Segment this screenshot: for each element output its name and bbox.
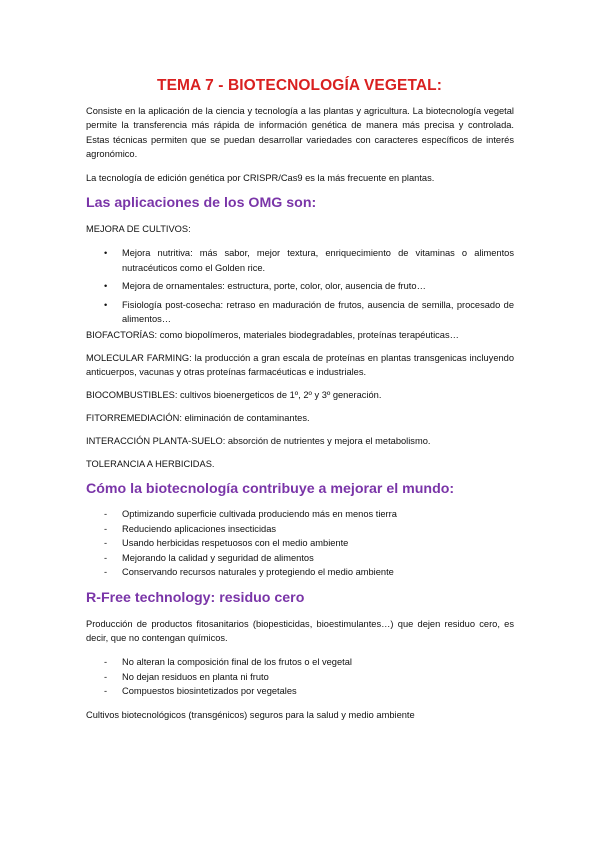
list-item-text: Mejora nutritiva: más sabor, mejor textura, enriquecimiento de vitaminas o alimentos nutracéuticos como el Golden rice. xyxy=(122,248,514,273)
intro-paragraph: Consiste en la aplicación de la ciencia y tecnología a las plantas y agricultura. La biotecnología vegetal permite la transferencia más rápida de información genética de manera más precisa y controlada. Estas técnicas permiten que se puedan desarrollar variedades con caracteres específicos de interés agronómico. xyxy=(86,106,514,160)
closing-paragraph: Cultivos biotecnológicos (transgénicos) seguros para la salud y medio ambiente xyxy=(86,710,415,720)
biocombustibles-paragraph: BIOCOMBUSTIBLES: cultivos bioenergeticos de 1º, 2º y 3º generación. xyxy=(86,390,382,400)
list-item-text: Optimizando superficie cultivada produciendo más en menos tierra xyxy=(122,509,397,519)
list-item-text: Mejorando la calidad y seguridad de alimentos xyxy=(122,552,314,563)
dash-marker: - xyxy=(104,567,108,578)
crispr-paragraph: La tecnología de edición genética por CRISPR/Cas9 es la más frecuente en plantas. xyxy=(86,173,435,183)
list-item xyxy=(86,246,514,275)
bullet-marker: • xyxy=(104,299,108,310)
list-item-text: No alteran la composición final de los frutos o el vegetal xyxy=(122,657,352,667)
mejora-list xyxy=(86,246,514,327)
list-item xyxy=(86,565,514,580)
list-item-text: Conservando recursos naturales y protegiendo el medio ambiente xyxy=(122,567,394,578)
list-item xyxy=(86,522,514,537)
bullet-marker: • xyxy=(104,248,108,258)
list-item-text: Reduciendo aplicaciones insecticidas xyxy=(122,523,277,534)
molecular-farming-paragraph: MOLECULAR FARMING: la producción a gran escala de proteínas en plantas transgenicas incluyendo anticuerpos, vacunas y otras proteínas farmacéuticas e industriales. xyxy=(86,353,514,378)
rfree-heading: R-Free technology: residuo cero xyxy=(86,590,305,606)
fitorremediacion-paragraph: FITORREMEDIACIÓN: eliminación de contaminantes. xyxy=(86,413,310,423)
dash-marker: - xyxy=(104,686,108,697)
rfree-paragraph: Producción de productos fitosanitarios (biopesticidas, bioestimulantes…) que dejen residuo cero, es decir, que no contengan químicos. xyxy=(86,619,514,644)
dash-marker: - xyxy=(104,538,108,549)
mundo-heading: Cómo la biotecnología contribuye a mejorar el mundo: xyxy=(86,481,455,497)
list-item-text: Fisiología post-cosecha: retraso en maduración de frutos, ausencia de semilla, procesado de alimentos… xyxy=(122,299,514,325)
mejora-label: MEJORA DE CULTIVOS: xyxy=(86,224,191,234)
list-item xyxy=(86,507,514,522)
list-item xyxy=(86,684,514,699)
list-item xyxy=(86,670,514,685)
mundo-list xyxy=(86,507,514,580)
dash-marker: - xyxy=(104,509,108,519)
list-item-text: Mejora de ornamentales: estructura, porte, color, olor, ausencia de fruto… xyxy=(122,281,426,292)
dash-marker: - xyxy=(104,657,108,667)
list-item xyxy=(86,298,514,327)
rfree-list xyxy=(86,655,514,699)
list-item-text: Compuestos biosintetizados por vegetales xyxy=(122,686,297,697)
list-item xyxy=(86,655,514,670)
page-title: TEMA 7 - BIOTECNOLOGÍA VEGETAL: xyxy=(157,77,442,94)
dash-marker: - xyxy=(104,671,108,682)
list-item-text: Usando herbicidas respetuosos con el medio ambiente xyxy=(122,538,349,549)
bullet-marker: • xyxy=(104,281,108,292)
omg-heading: Las aplicaciones de los OMG son: xyxy=(86,195,317,211)
list-item xyxy=(86,536,514,551)
tolerancia-paragraph: TOLERANCIA A HERBICIDAS. xyxy=(86,459,215,469)
interaccion-paragraph: INTERACCIÓN PLANTA-SUELO: absorción de nutrientes y mejora el metabolismo. xyxy=(86,436,431,446)
dash-marker: - xyxy=(104,552,108,563)
list-item-text: No dejan residuos en planta ni fruto xyxy=(122,671,269,682)
dash-marker: - xyxy=(104,523,108,534)
list-item xyxy=(86,279,514,294)
list-item xyxy=(86,551,514,566)
biofactorias-paragraph: BIOFACTORÍAS: como biopolímeros, materiales biodegradables, proteínas terapéuticas… xyxy=(86,330,459,340)
